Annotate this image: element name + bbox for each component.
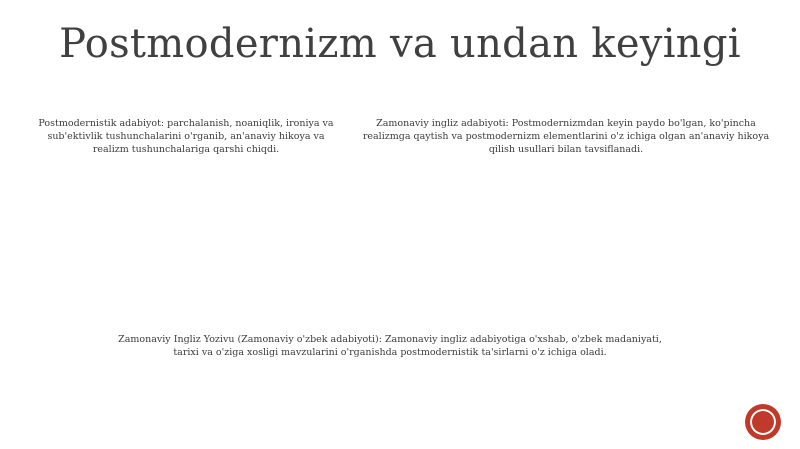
next-slide-button[interactable] xyxy=(748,407,778,437)
slide-title: Postmodernizm va undan keyingi xyxy=(59,21,741,67)
text-block-postmodernism: Postmodernistik adabiyot: parchalanish, noaniqlik, ironiya va sub'ektivlik tushunchalarini o'rganib, an'anaviy hikoya va realizm tushunchalariga qarshi chiqdi. xyxy=(38,118,334,155)
circle-nav-icon xyxy=(753,412,773,432)
text-block-uzbek-literature: Zamonaviy Ingliz Yozivu (Zamonaviy o'zbek adabiyoti): Zamonaviy ingliz adabiyotiga o'xshab, o'zbek madaniyati, tarixi va o'ziga xosligi mavzularini o'rganishda postmodernistik ta'sirlarni o'z ichiga oladi. xyxy=(118,334,662,358)
text-block-contemporary-english: Zamonaviy ingliz adabiyoti: Postmodernizmdan keyin paydo bo'lgan, ko'pincha realizmga qaytish va postmodernizm elementlarini o'z ichiga olgan an'anaviy hikoya qilish usullari bilan tavsiflanadi. xyxy=(362,118,770,155)
